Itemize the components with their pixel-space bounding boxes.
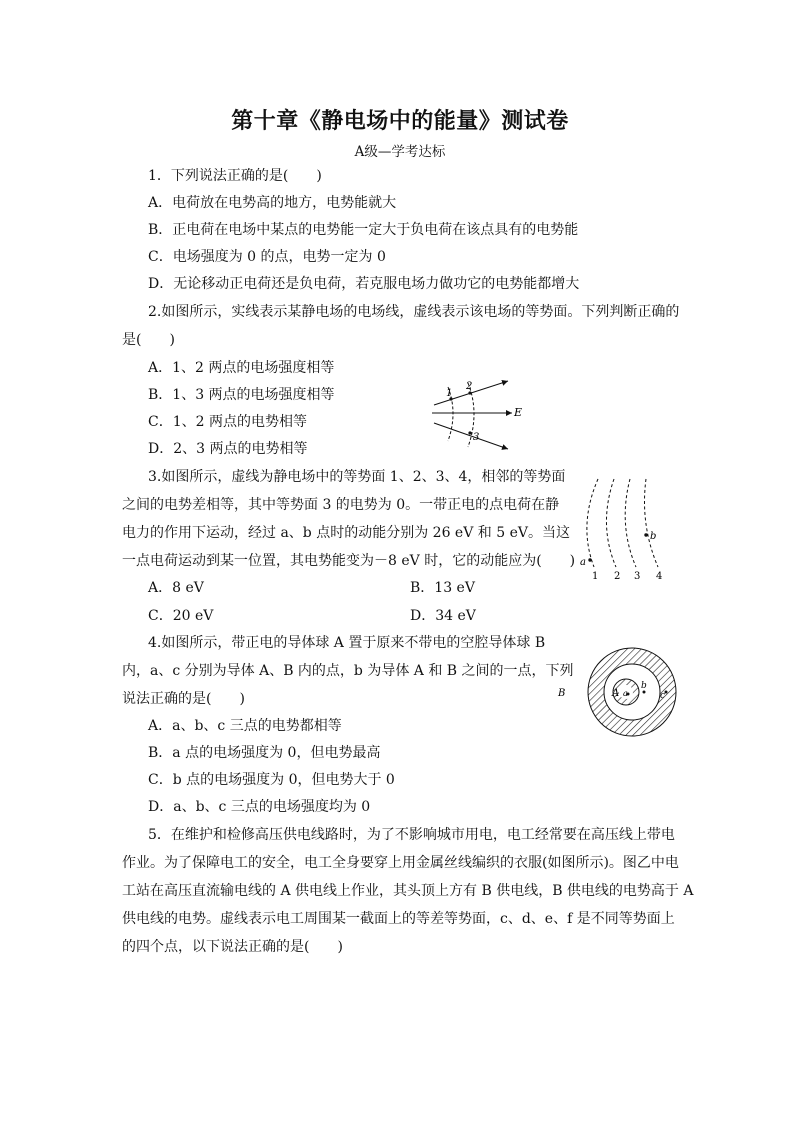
q3-option-b: B．13 eV <box>410 580 475 596</box>
q3-stem-line2: 之间的电势差相等，其中等势面 3 的电势为 0。一带正电的点电荷在静 <box>122 497 560 513</box>
q5-stem-line4: 供电线的电势。虚线表示电工周围某一截面上的等差等势面，c、d、e、f 是不同等势面上 <box>122 911 675 927</box>
q2-option-b: B．1、3 两点的电场强度相等 <box>148 387 335 403</box>
label-b: b <box>641 681 647 691</box>
q2-option-c: C．1、2 两点的电势相等 <box>148 414 307 430</box>
q2-field-figure <box>428 375 528 455</box>
q5-stem-line1: 5．在维护和检修高压供电线路时，为了不影响城市用电，电工经常要在高压线上带电 <box>148 827 675 843</box>
label-B: B <box>558 688 566 699</box>
page-title: 第十章《静电场中的能量》测试卷 <box>231 109 569 134</box>
q5-stem-line3: 工站在高压直流输电线的 A 供电线上作业，其头顶上方有 B 供电线，B 供电线的电势高于 A <box>122 883 694 899</box>
q1-option-b: B．正电荷在电场中某点的电势能一定大于负电荷在该点具有的电势能 <box>148 222 579 238</box>
q4-stem-line1: 4.如图所示，带正电的导体球 A 置于原来不带电的空腔导体球 B <box>148 635 546 651</box>
point-b-dot <box>644 533 647 536</box>
q3-option-c: C．20 eV <box>148 608 214 624</box>
q4-option-d: D．a、b、c 三点的电场强度均为 0 <box>148 799 371 815</box>
field-E-label: E <box>514 406 523 419</box>
q2-option-d: D．2、3 两点的电势相等 <box>148 441 308 457</box>
point-1-label: 1 <box>446 388 453 399</box>
q4-stem-line2: 内，a、c 分别为导体 A、B 内的点，b 为导体 A 和 B 之间的一点，下列 <box>122 663 574 679</box>
point-a-label: a <box>580 557 586 568</box>
surface-2-label: 2 <box>614 571 621 582</box>
q4-stem-line3: 说法正确的是( ) <box>122 691 245 707</box>
q5-stem-line2: 作业。为了保障电工的安全，电工全身要穿上用金属丝线编织的衣服(如图所示)。图乙中电 <box>122 855 679 871</box>
point-3-label: 3 <box>473 432 480 443</box>
q3-stem-line3: 电力的作用下运动，经过 a、b 点时的动能分别为 26 eV 和 5 eV。当这 <box>122 525 570 541</box>
surface-4-label: 4 <box>656 571 663 582</box>
q2-stem-line2: 是( ) <box>122 332 175 348</box>
label-c: c <box>660 691 666 701</box>
q1-option-d: D．无论移动正电荷还是负电荷，若克服电场力做功它的电势能都增大 <box>148 276 580 292</box>
label-a: a <box>623 689 628 698</box>
point-2-label: 2 <box>466 381 473 392</box>
point-3-dot <box>468 431 471 434</box>
q1-option-a: A．电荷放在电势高的地方，电势能就大 <box>148 195 397 211</box>
equipotential-surface-3 <box>625 479 636 567</box>
page-subtitle: A级—学考达标 <box>354 144 446 160</box>
q5-stem-line5: 的四个点，以下说法正确的是( ) <box>122 939 343 955</box>
q3-equipotential-figure <box>574 475 674 585</box>
q3-option-a: A．8 eV <box>148 580 204 596</box>
equipotential-surface-1 <box>587 479 598 567</box>
q3-stem-line1: 3.如图所示，虚线为静电场中的等势面 1、2、3、4，相邻的等势面 <box>148 469 566 485</box>
point-a-dot <box>588 558 591 561</box>
surface-1-label: 1 <box>592 571 599 582</box>
q1-option-c: C．电场强度为 0 的点，电势一定为 0 <box>148 249 386 265</box>
q4-conductor-sphere-figure <box>552 646 682 742</box>
q2-option-a: A．1、2 两点的电场强度相等 <box>148 360 335 376</box>
field-line-bottom <box>434 423 508 449</box>
equipotential-surface-2 <box>606 479 616 567</box>
equipotential-surface-4 <box>645 479 659 567</box>
surface-3-label: 3 <box>634 571 641 582</box>
q3-option-d: D．34 eV <box>410 608 476 624</box>
point-b-label: b <box>650 531 657 542</box>
label-A: A <box>612 688 620 699</box>
q4-option-c: C．b 点的电场强度为 0，但电势大于 0 <box>148 772 395 788</box>
q1-stem: 1．下列说法正确的是( ) <box>148 168 322 184</box>
q3-stem-line4: 一点电荷运动到某一位置，其电势能变为－8 eV 时，它的动能应为( ) <box>122 553 576 569</box>
q4-option-b: B．a 点的电场强度为 0，但电势最高 <box>148 745 381 761</box>
q4-option-a: A．a、b、c 三点的电势都相等 <box>148 718 342 734</box>
q2-stem-line1: 2.如图所示，实线表示某静电场的电场线，虚线表示该电场的等势面。下列判断正确的 <box>148 304 680 320</box>
